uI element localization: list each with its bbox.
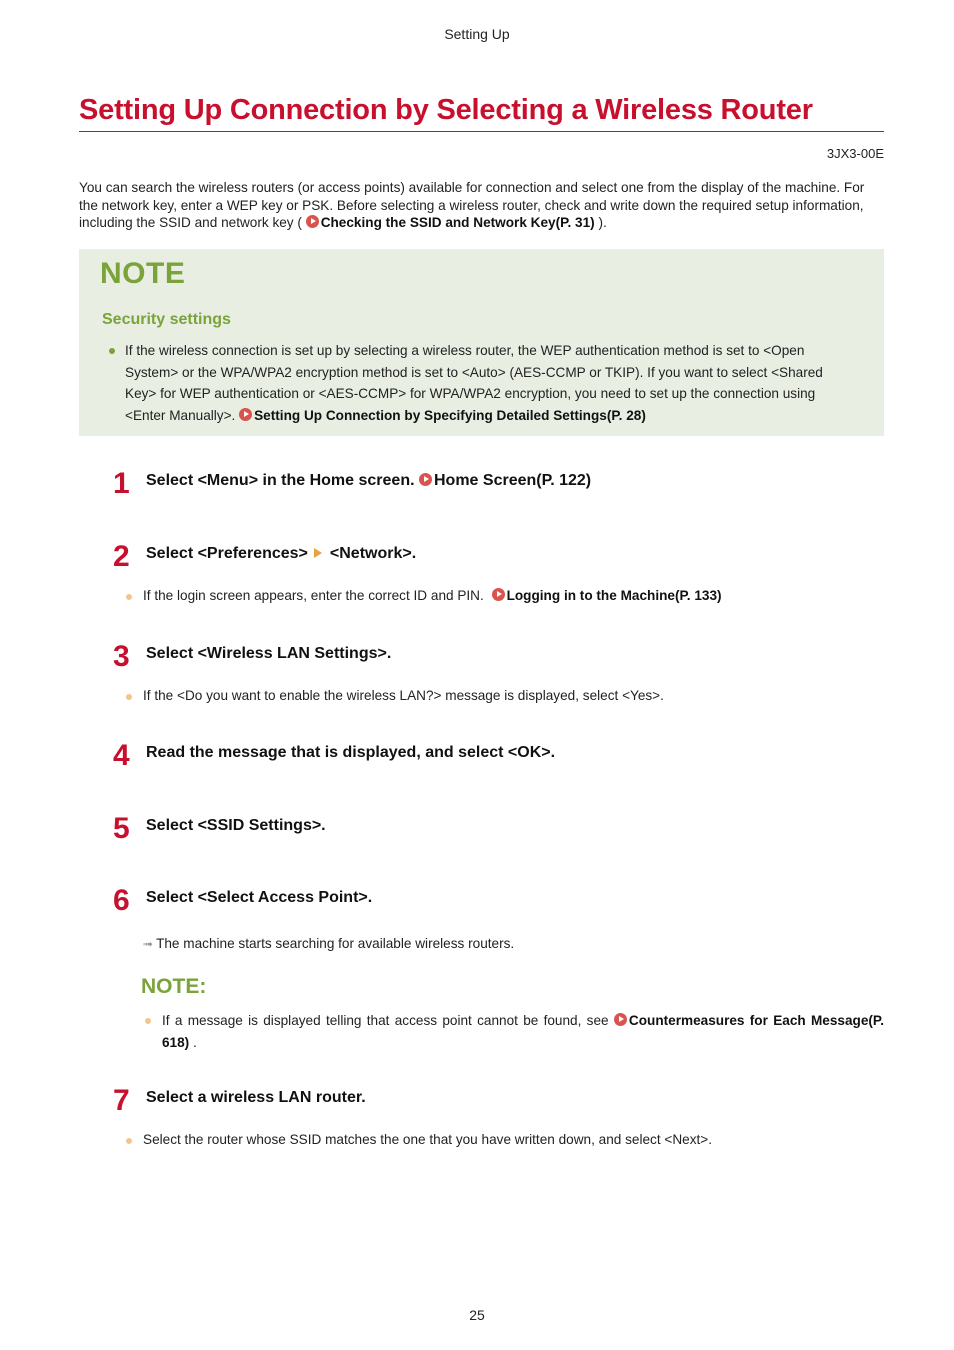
step-5-text: Select <SSID Settings>. — [146, 817, 326, 834]
intro-text: You can search the wireless routers (or access points) available for connection and select one from the display of the machine. For the network key, enter a WEP key or PSK. Before selecting a wireless router, check and write down the required setup information, including the SSID and network key ( — [79, 180, 865, 230]
step-number: 2 — [113, 540, 130, 573]
step-3-text: Select <Wireless LAN Settings>. — [146, 645, 392, 662]
step-1-link[interactable] — [419, 472, 591, 489]
bullet-icon — [126, 694, 132, 700]
note2-body: If a message is displayed telling that access point cannot be found, see — [162, 1013, 609, 1028]
note-link[interactable] — [239, 408, 646, 423]
step-number: 3 — [113, 640, 130, 673]
intro-tail: ). — [598, 215, 607, 230]
note-bullet-text — [125, 340, 855, 427]
intro-link[interactable] — [306, 215, 595, 230]
note2-link-label: Countermeasures for Each Message(P. 618) — [162, 1013, 885, 1050]
note-link-label: Setting Up Connection by Specifying Detailed Settings(P. 28) — [254, 408, 646, 424]
bullet-icon — [126, 1138, 132, 1144]
cross-reference-icon — [419, 473, 432, 486]
step-2-label-a: Select <Preferences> — [146, 545, 308, 562]
page-title: Setting Up Connection by Selecting a Wireless Router — [79, 94, 884, 132]
bullet-icon — [126, 594, 132, 600]
cross-reference-icon — [306, 215, 319, 228]
step-6-text: Select <Select Access Point>. — [146, 889, 373, 906]
note-box — [79, 249, 884, 436]
step-number: 6 — [113, 884, 130, 917]
cross-reference-icon — [614, 1013, 627, 1026]
cross-reference-icon — [492, 588, 505, 601]
result-arrow-icon: ➟ — [143, 937, 154, 951]
note2-text — [162, 1010, 884, 1053]
step-2-sub-text: If the login screen appears, enter the correct ID and PIN. — [143, 588, 484, 603]
page-number: 25 — [469, 1307, 485, 1323]
step-6-result-text: The machine starts searching for available wireless routers. — [156, 936, 515, 951]
running-header: Setting Up — [444, 26, 510, 42]
step-4-text: Read the message that is displayed, and select <OK>. — [146, 744, 556, 761]
intro-link-label: Checking the SSID and Network Key(P. 31) — [320, 215, 595, 230]
step-2-label-b: <Network>. — [329, 545, 417, 562]
step-6-result — [143, 936, 514, 951]
step-1-link-label: Home Screen(P. 122) — [434, 472, 592, 489]
step-number: 7 — [113, 1084, 130, 1117]
bullet-icon — [145, 1018, 151, 1024]
step-number: 4 — [113, 739, 130, 772]
note-subheading: Security settings — [102, 311, 231, 328]
step-2-sub-link[interactable] — [492, 588, 722, 603]
document-id: 3JX3-00E — [826, 146, 884, 161]
bullet-icon — [109, 348, 115, 354]
step-2-text — [146, 545, 416, 563]
step-2-sub-link-label: Logging in to the Machine(P. 133) — [506, 588, 722, 603]
note-heading: NOTE — [100, 257, 186, 290]
step-number: 5 — [113, 812, 130, 845]
note2-tail: . — [193, 1034, 197, 1050]
note2-heading: NOTE: — [141, 975, 207, 998]
menu-path-arrow-icon — [314, 548, 322, 558]
step-3-sub-text: If the <Do you want to enable the wireless LAN?> message is displayed, select <Yes>. — [143, 688, 664, 703]
step-1-label: Select <Menu> in the Home screen. — [146, 472, 415, 489]
cross-reference-icon — [239, 408, 252, 421]
step-7-sub-text: Select the router whose SSID matches the one that you have written down, and select <Next>. — [143, 1132, 712, 1147]
intro-paragraph — [79, 179, 884, 232]
step-number: 1 — [113, 467, 130, 500]
note-text: If the wireless connection is set up by selecting a wireless router, the WEP authentication method is set to <Open System> or the WPA/WPA2 encryption method is set to <Auto> (AES-CCMP or TKIP). If you want to select <Shared Key> for WEP authentication or <AES-CCMP> for WPA/WPA2 encryption, you need to set up the connection using <Enter Manually>. — [125, 343, 823, 424]
step-7-text: Select a wireless LAN router. — [146, 1089, 366, 1106]
step-1-text — [146, 472, 591, 490]
step-2-sub — [143, 588, 722, 603]
